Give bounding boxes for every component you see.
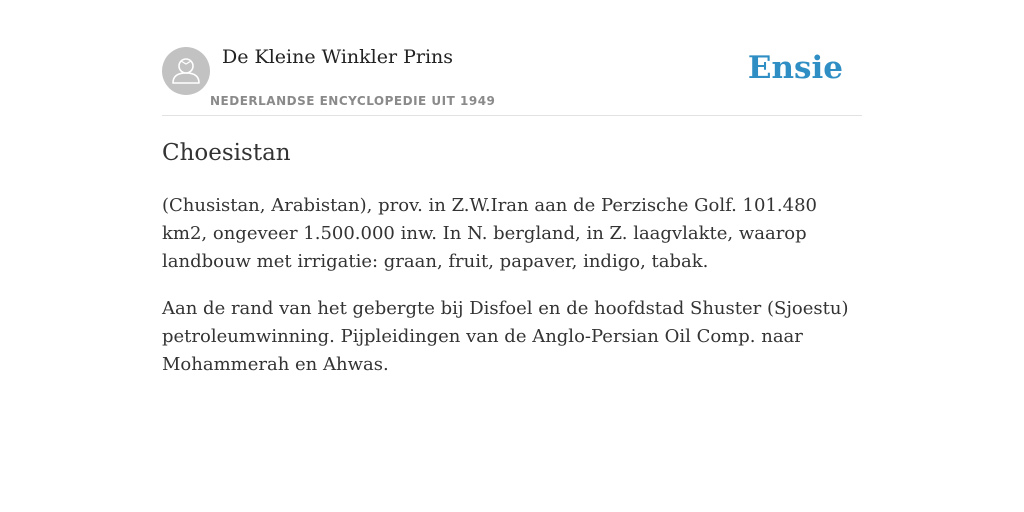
source-name[interactable]: De Kleine Winkler Prins [222,46,454,68]
article-title: Choesistan [162,140,291,166]
avatar[interactable] [162,47,210,95]
user-icon [162,47,210,95]
article-paragraph: (Chusistan, Arabistan), prov. in Z.W.Iran aan de Perzische Golf. 101.480 km2, ongeveer 1.500.000 inw. In N. bergland, in Z. laagvlakte, waarop landbouw met irrigatie: graan, fruit, papaver, indigo, tabak. [162,195,817,272]
article-card [162,0,862,512]
source-subtitle: NEDERLANDSE ENCYCLOPEDIE UIT 1949 [210,94,496,108]
article-paragraph: Aan de rand van het gebergte bij Disfoel en de hoofdstad Shuster (Sjoestu) petroleumwinning. Pijpleidingen van de Anglo-Persian Oil Comp. naar Mohammerah en Ahwas. [162,298,849,375]
source-header [162,0,862,116]
brand-logo[interactable]: Ensie [747,50,843,86]
